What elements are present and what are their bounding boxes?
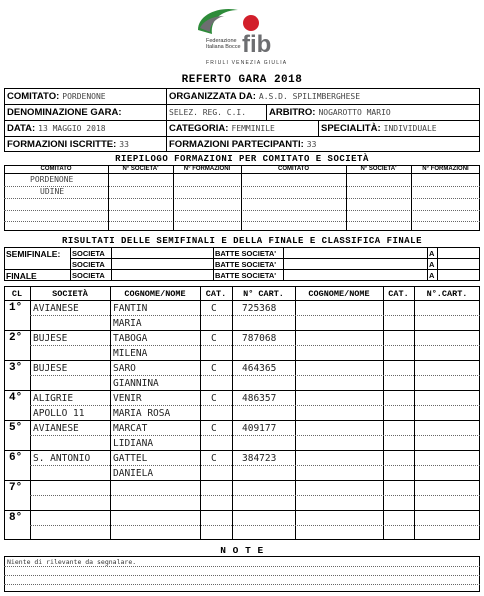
arbitro-field <box>269 105 391 120</box>
row6-societa: S. ANTONIO <box>33 453 91 464</box>
hdr-cart-2: N°.CART. <box>426 289 468 299</box>
riepilogo-row-pordenone: PORDENONE <box>30 175 74 184</box>
categoria-label: CATEGORIA: <box>169 123 229 134</box>
comitato-field <box>7 89 106 104</box>
riepilogo-row-udine: UDINE <box>40 187 65 196</box>
row2-nome: MILENA <box>113 348 148 359</box>
riepilogo-title: RIEPILOGO FORMAZIONI PER COMITATO E SOCIETÀ <box>115 154 369 164</box>
categoria-value: FEMMINILE <box>231 124 275 133</box>
iscritte-value: 33 <box>119 140 129 149</box>
row4-societa-2: APOLLO 11 <box>33 408 85 419</box>
row5-cognome: MARCAT <box>113 423 148 434</box>
finale-batte-label: BATTE SOCIETA' <box>215 271 277 280</box>
organizzata-label: ORGANIZZATA DA: <box>169 91 256 102</box>
row5-cat: C <box>211 423 217 434</box>
row2-societa: BUJESE <box>33 333 68 344</box>
finale-a-label: A <box>429 271 435 280</box>
row2-cat: C <box>211 333 217 344</box>
row6-cat: C <box>211 453 217 464</box>
riepilogo-hdr-formazioni: N° FORMAZIONI <box>183 166 231 172</box>
fib-logo-graphic <box>190 4 290 70</box>
specialita-label: SPECIALITÀ: <box>321 123 381 134</box>
row6-cart: 384723 <box>242 453 277 464</box>
rank-8: 8° <box>9 512 23 524</box>
row4-cat: C <box>211 393 217 404</box>
fib-logo <box>190 4 290 70</box>
data-value: 13 MAGGIO 2018 <box>38 124 106 133</box>
logo-region: FRIULI VENEZIA GIULIA <box>206 60 288 66</box>
rank-7: 7° <box>9 482 23 494</box>
row6-cognome: GATTEL <box>113 453 148 464</box>
logo-line2: Italiana Bocce <box>206 44 241 50</box>
row2-cart: 787068 <box>242 333 277 344</box>
comitato-value: PORDENONE <box>62 92 106 101</box>
document-title: REFERTO GARA 2018 <box>181 74 303 86</box>
hdr-cart: N° CART. <box>243 289 284 299</box>
row4-societa: ALIGRIE <box>33 393 74 404</box>
rank-2: 2° <box>9 332 23 344</box>
logo-line1: Federazione <box>206 38 237 44</box>
arbitro-value: NOGAROTTO MARIO <box>318 108 391 117</box>
specialita-field <box>321 121 437 136</box>
row4-nome: MARIA ROSA <box>113 408 171 419</box>
note-title: N O T E <box>220 545 264 556</box>
specialita-value: INDIVIDUALE <box>383 124 437 133</box>
row3-societa: BUJESE <box>33 363 68 374</box>
partecipanti-field <box>169 137 316 152</box>
rank-3: 3° <box>9 362 23 374</box>
rank-1: 1° <box>9 302 23 314</box>
iscritte-field <box>7 137 129 152</box>
row3-cognome: SARO <box>113 363 136 374</box>
row1-nome: MARIA <box>113 318 142 329</box>
hdr-cat-2: CAT. <box>388 289 409 299</box>
semi2-societa-label: SOCIETA <box>72 260 105 269</box>
row1-cat: C <box>211 303 217 314</box>
rank-5: 5° <box>9 422 23 434</box>
riepilogo-hdr-societa: N° SOCIETA' <box>122 166 159 172</box>
note-text: Niente di rilevante da segnalare. <box>7 558 137 566</box>
row6-nome: DANIELA <box>113 468 154 479</box>
categoria-field <box>169 121 275 136</box>
partecipanti-label: FORMAZIONI PARTECIPANTI: <box>169 139 304 150</box>
organizzata-value: A.S.D. SPILIMBERGHESE <box>258 92 361 101</box>
row3-cart: 464365 <box>242 363 277 374</box>
hdr-societa: SOCIETÀ <box>52 289 88 299</box>
row3-cat: C <box>211 363 217 374</box>
rank-4: 4° <box>9 392 23 404</box>
finale-societa-label: SOCIETA <box>72 271 105 280</box>
data-label: DATA: <box>7 123 36 134</box>
partecipanti-value: 33 <box>306 140 317 149</box>
rank-6: 6° <box>9 452 23 464</box>
row3-nome: GIANNINA <box>113 378 159 389</box>
row1-cart: 725368 <box>242 303 277 314</box>
iscritte-label: FORMAZIONI ISCRITTE: <box>7 139 117 150</box>
row1-cognome: FANTIN <box>113 303 148 314</box>
comitato-label: COMITATO: <box>7 91 60 102</box>
finale-label: FINALE <box>6 271 37 281</box>
riepilogo-hdr-societa-2: N° SOCIETA' <box>360 166 397 172</box>
semi2-a-label: A <box>429 260 435 269</box>
logo-brand: fib <box>242 31 272 58</box>
semifinale-label: SEMIFINALE: <box>6 249 61 259</box>
hdr-cognome: COGNOME/NOME <box>124 289 186 299</box>
row5-cart: 409177 <box>242 423 277 434</box>
row2-cognome: TABOGA <box>113 333 148 344</box>
row1-societa: AVIANESE <box>33 303 79 314</box>
hdr-cat: CAT. <box>205 289 227 299</box>
organizzata-field <box>169 89 360 104</box>
semi1-batte-label: BATTE SOCIETA' <box>215 249 277 258</box>
semi1-a-label: A <box>429 249 435 258</box>
denominazione-field <box>7 105 122 120</box>
riepilogo-hdr-comitato: COMITATO <box>40 166 72 172</box>
denominazione-value: SELEZ. REG. C.I. <box>169 108 247 117</box>
row5-societa: AVIANESE <box>33 423 79 434</box>
hdr-cognome-2: COGNOME/NOME <box>308 289 370 299</box>
riepilogo-hdr-formazioni-2: N° FORMAZIONI <box>422 166 469 172</box>
row5-nome: LIDIANA <box>113 438 154 449</box>
riepilogo-hdr-comitato-2: COMITATO <box>278 166 309 172</box>
data-field <box>7 121 106 136</box>
semi1-societa-label: SOCIETA <box>72 249 105 258</box>
semi2-batte-label: BATTE SOCIETA' <box>215 260 277 269</box>
row4-cognome: VENIR <box>113 393 142 404</box>
risultati-title: RISULTATI DELLE SEMIFINALI E DELLA FINALE E CLASSIFICA FINALE <box>62 236 422 246</box>
denominazione-value-cell <box>169 105 246 120</box>
arbitro-label: ARBITRO: <box>269 107 316 118</box>
denominazione-label: DENOMINAZIONE GARA: <box>7 107 122 118</box>
row4-cart: 486357 <box>242 393 277 404</box>
hdr-cl: CL <box>11 289 23 299</box>
